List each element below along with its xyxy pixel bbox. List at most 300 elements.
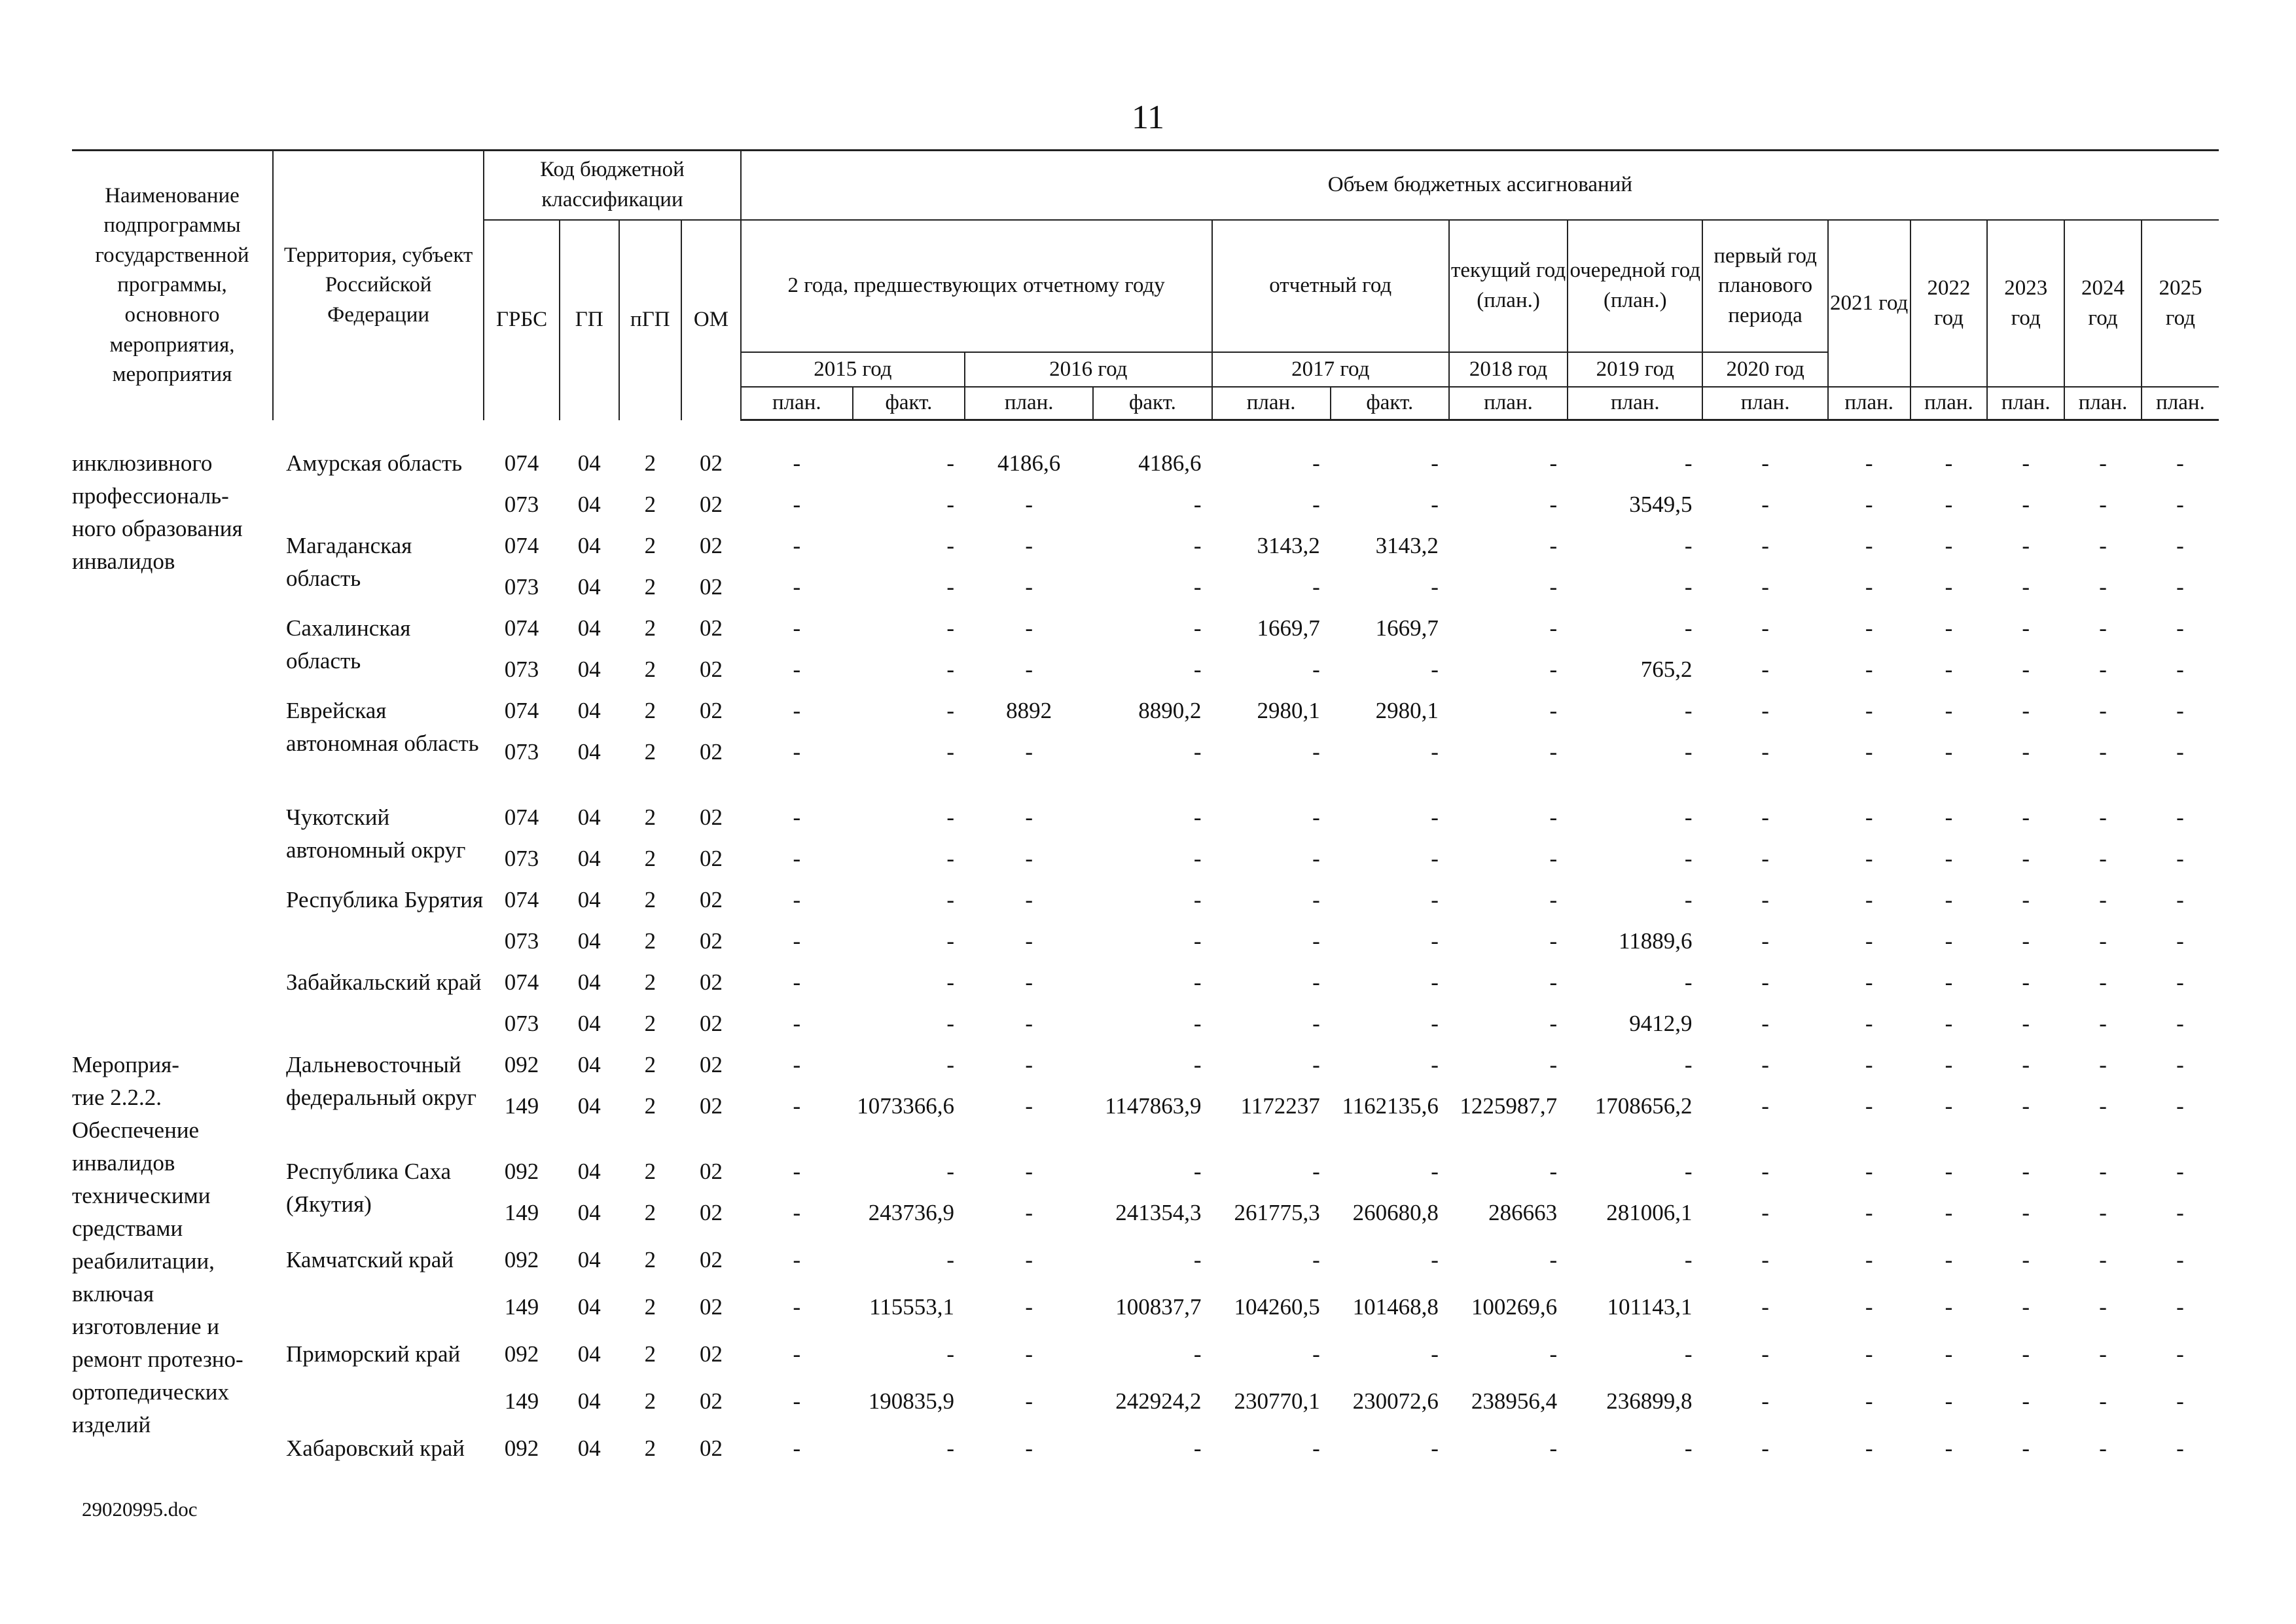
value-cell: 9412,9 [1629,1011,1693,1036]
value-cell: - [2176,969,2184,995]
activity-name-line: средствами [72,1216,183,1241]
value-cell: - [2176,846,2184,871]
value-cell: 238956,4 [1471,1388,1558,1414]
header-kbk: Код бюджетной классификации [484,151,741,221]
activity-name-line: профессиональ- [72,483,229,509]
value-cell: - [1025,928,1033,954]
header-year-2017: 2017 год [1212,352,1449,387]
value-cell: - [946,1052,955,1077]
value-cell: - [1549,698,1558,723]
grbs-cell: 092 [504,1052,539,1077]
value-cell: - [1025,533,1033,558]
value-cell: - [1025,1052,1033,1077]
value-cell: - [946,533,955,558]
value-cell: - [2099,1159,2107,1184]
value-cell: - [1945,1294,1953,1320]
value-cell: - [1025,804,1033,830]
grbs-cell: 092 [504,1159,539,1184]
value-cell: - [1025,846,1033,871]
value-cell: - [2176,1294,2184,1320]
value-cell: - [1312,574,1320,600]
territory-cell: Чукотский автономный округ [286,804,466,863]
value-cell: 281006,1 [1606,1200,1693,1225]
value-cell: - [1025,1388,1033,1414]
activity-name-line: инвалидов [72,549,175,574]
value-cell: - [2176,574,2184,600]
pgp-cell: 2 [644,1435,656,1461]
sub-plan: план. [2142,387,2219,420]
header-year-2020: 2020 год [1702,352,1827,387]
gp-cell: 04 [577,615,601,641]
value-cell: - [946,1011,955,1036]
value-cell: - [2176,657,2184,682]
value-cell: - [1431,1341,1439,1367]
grbs-cell: 073 [504,846,539,871]
value-cell: - [793,887,801,912]
activity-name-line: ортопедических [72,1379,229,1405]
value-cell: - [1312,804,1320,830]
value-cell: - [793,1093,801,1119]
value-cell: - [793,1247,801,1272]
territory-cell: Приморский край [286,1341,461,1367]
value-cell: - [1761,1247,1769,1272]
pgp-cell: 2 [644,1011,656,1036]
header-year-2015: 2015 год [741,352,965,387]
value-cell: - [793,928,801,954]
value-cell: - [946,615,955,641]
value-cell: - [1193,1435,1202,1461]
om-cell: 02 [699,1435,723,1461]
value-cell: 101468,8 [1352,1294,1439,1320]
value-cell: - [1945,615,1953,641]
territory-cell: Забайкальский край [286,969,482,995]
value-cell: - [2099,657,2107,682]
value-cell: - [946,1159,955,1184]
sub-plan: план. [1910,387,1988,420]
value-cell: 260680,8 [1352,1200,1439,1225]
grbs-cell: 074 [504,969,539,995]
value-cell: - [1761,657,1769,682]
grbs-cell: 074 [504,887,539,912]
value-cell: 104260,5 [1234,1294,1320,1320]
value-cell: - [1865,804,1873,830]
value-cell: - [1025,657,1033,682]
value-cell: - [2176,1388,2184,1414]
value-cell: - [1945,1011,1953,1036]
table-row [72,1432,2219,1473]
value-cell: - [1549,450,1558,476]
value-cell: - [1865,492,1873,517]
value-cell: - [793,615,801,641]
header-grbs: ГРБС [484,220,560,420]
territory-cell: Еврейская автономная область [286,698,479,756]
value-cell: - [2022,1011,2030,1036]
header-year-2018: 2018 год [1449,352,1568,387]
value-cell: - [1684,1435,1693,1461]
value-cell: - [1761,1200,1769,1225]
gp-cell: 04 [577,698,601,723]
value-cell: - [1312,739,1320,765]
value-cell: - [1312,1341,1320,1367]
table-row [72,530,2219,571]
value-cell: - [793,492,801,517]
value-cell: - [1025,1159,1033,1184]
activity-name-line: изделий [72,1412,151,1437]
value-cell: - [1684,887,1693,912]
grbs-cell: 073 [504,928,539,954]
value-cell: - [1865,1435,1873,1461]
table-row [72,1155,2219,1197]
pgp-cell: 2 [644,574,656,600]
table-row [72,488,2219,530]
value-cell: - [2176,1093,2184,1119]
om-cell: 02 [699,739,723,765]
sub-fact: факт. [1331,387,1449,420]
value-cell: 286663 [1488,1200,1558,1225]
pgp-cell: 2 [644,1341,656,1367]
grbs-cell: 149 [504,1093,539,1119]
value-cell: - [1312,1011,1320,1036]
gp-cell: 04 [577,1435,601,1461]
value-cell: - [1761,533,1769,558]
value-cell: 1669,7 [1375,615,1439,641]
value-cell: - [1431,928,1439,954]
value-cell: - [1684,739,1693,765]
territory-cell: Хабаровский край [286,1435,465,1461]
value-cell: - [2022,1052,2030,1077]
value-cell: - [1761,804,1769,830]
table-body [72,420,2219,1474]
value-cell: - [1312,657,1320,682]
value-cell: - [2022,698,2030,723]
value-cell: - [1025,1200,1033,1225]
value-cell: - [1865,1294,1873,1320]
value-cell: - [1549,804,1558,830]
value-cell: - [1761,1093,1769,1119]
value-cell: - [946,804,955,830]
header-next: очередной год (план.) [1568,220,1702,352]
value-cell: - [946,1435,955,1461]
value-cell: 3549,5 [1629,492,1693,517]
value-cell: - [946,969,955,995]
value-cell: 765,2 [1640,657,1693,682]
value-cell: - [1684,1247,1693,1272]
value-cell: - [946,928,955,954]
value-cell: - [2022,1388,2030,1414]
value-cell: - [1193,574,1202,600]
value-cell: - [2099,574,2107,600]
value-cell: - [2022,887,2030,912]
value-cell: - [1193,1341,1202,1367]
value-cell: - [1025,887,1033,912]
grbs-cell: 092 [504,1341,539,1367]
pgp-cell: 2 [644,657,656,682]
value-cell: - [1025,615,1033,641]
territory-cell: Республика Саха (Якутия) [286,1159,452,1217]
header-territory: Территория, субъект Российской Федерации [273,151,484,420]
gp-cell: 04 [577,1200,601,1225]
pgp-cell: 2 [644,969,656,995]
header-2021: 2021 год [1828,220,1910,387]
om-cell: 02 [699,492,723,517]
value-cell: - [1761,1388,1769,1414]
value-cell: - [2176,804,2184,830]
gp-cell: 04 [577,928,601,954]
value-cell: - [1865,574,1873,600]
value-cell: - [2176,492,2184,517]
value-cell: - [1761,739,1769,765]
value-cell: - [2099,846,2107,871]
header-name: Наименование подпрограммы государственной программы, основного мероприятия, мероприятия [72,151,273,420]
value-cell: - [1945,887,1953,912]
header-2024: 2024 год [2064,220,2142,387]
om-cell: 02 [699,887,723,912]
value-cell: - [1945,1435,1953,1461]
value-cell: - [1684,698,1693,723]
grbs-cell: 149 [504,1294,539,1320]
value-cell: - [1312,969,1320,995]
value-cell: - [1684,1341,1693,1367]
om-cell: 02 [699,1294,723,1320]
value-cell: 3143,2 [1375,533,1439,558]
value-cell: - [1684,1052,1693,1077]
value-cell: - [2022,1159,2030,1184]
value-cell: - [1549,533,1558,558]
value-cell: - [1312,928,1320,954]
value-cell: - [793,657,801,682]
grbs-cell: 073 [504,492,539,517]
table-row [72,612,2219,653]
value-cell: - [1865,1341,1873,1367]
value-cell: - [2099,492,2107,517]
value-cell: - [1761,1341,1769,1367]
value-cell: - [1312,887,1320,912]
gp-cell: 04 [577,657,601,682]
value-cell: - [1549,574,1558,600]
table-row [72,1244,2219,1291]
sub-plan: план. [1449,387,1568,420]
value-cell: - [1761,1294,1769,1320]
grbs-cell: 092 [504,1435,539,1461]
om-cell: 02 [699,928,723,954]
value-cell: - [1025,1247,1033,1272]
value-cell: - [793,698,801,723]
pgp-cell: 2 [644,1247,656,1272]
value-cell: - [2099,1011,2107,1036]
value-cell: - [1684,450,1693,476]
value-cell: - [1549,1159,1558,1184]
value-cell: - [1431,969,1439,995]
value-cell: 1162135,6 [1342,1093,1439,1119]
pgp-cell: 2 [644,887,656,912]
table-row [72,447,2219,488]
value-cell: - [793,969,801,995]
value-cell: - [1431,846,1439,871]
value-cell: 3143,2 [1257,533,1320,558]
value-cell: 2980,1 [1257,698,1320,723]
sub-plan: план. [1568,387,1702,420]
gp-cell: 04 [577,533,601,558]
value-cell: - [793,1388,801,1414]
value-cell: - [2022,492,2030,517]
value-cell: - [2022,804,2030,830]
value-cell: - [1761,1435,1769,1461]
value-cell: - [1193,969,1202,995]
value-cell: - [1549,846,1558,871]
table-header [72,151,2219,420]
value-cell: - [1865,657,1873,682]
value-cell: - [1865,450,1873,476]
sub-plan: план. [741,387,853,420]
value-cell: - [946,846,955,871]
value-cell: - [2022,739,2030,765]
activity-name-line: техническими [72,1183,211,1208]
sub-plan: план. [965,387,1093,420]
value-cell: - [1193,1052,1202,1077]
value-cell: - [1431,574,1439,600]
value-cell: - [2099,615,2107,641]
value-cell: - [1193,1159,1202,1184]
value-cell: - [2022,846,2030,871]
sub-plan: план. [1828,387,1910,420]
value-cell: - [1865,1200,1873,1225]
activity-name-line: реабилитации, [72,1248,215,1274]
pgp-cell: 2 [644,1388,656,1414]
value-cell: - [946,698,955,723]
value-cell: - [1549,928,1558,954]
om-cell: 02 [699,1052,723,1077]
value-cell: - [1865,1011,1873,1036]
value-cell: - [1945,928,1953,954]
value-cell: - [2099,533,2107,558]
territory-cell: Республика Бурятия [286,887,484,912]
pgp-cell: 2 [644,615,656,641]
value-cell: - [1865,846,1873,871]
activity-name [72,447,273,1049]
value-cell: - [1945,1052,1953,1077]
value-cell: - [2022,533,2030,558]
value-cell: - [1945,1093,1953,1119]
value-cell: - [2022,1200,2030,1225]
value-cell: - [1761,887,1769,912]
value-cell: 261775,3 [1234,1200,1320,1225]
value-cell: 241354,3 [1115,1200,1202,1225]
sub-plan: план. [2064,387,2142,420]
value-cell: 101143,1 [1607,1294,1693,1320]
value-cell: - [793,804,801,830]
value-cell: 242924,2 [1115,1388,1202,1414]
value-cell: - [2176,1052,2184,1077]
table-row [72,884,2219,925]
pgp-cell: 2 [644,739,656,765]
value-cell: - [2176,928,2184,954]
value-cell: - [1761,698,1769,723]
territory-cell: Амурская область [286,450,463,476]
pgp-cell: 2 [644,1294,656,1320]
value-cell: - [1865,969,1873,995]
value-cell: - [793,1435,801,1461]
value-cell: - [2099,969,2107,995]
om-cell: 02 [699,1341,723,1367]
value-cell: - [1761,1011,1769,1036]
value-cell: - [1431,450,1439,476]
value-cell: - [1431,804,1439,830]
value-cell: - [793,450,801,476]
value-cell: - [1684,615,1693,641]
header-volume: Объем бюджетных ассигнований [741,151,2219,221]
value-cell: - [946,887,955,912]
activity-name-line: Обеспечение [72,1117,200,1143]
value-cell: - [2176,1247,2184,1272]
value-cell: - [946,739,955,765]
value-cell: - [2176,1341,2184,1367]
value-cell: - [946,492,955,517]
activity-name [72,1049,273,1473]
value-cell: - [1761,492,1769,517]
value-cell: - [793,739,801,765]
value-cell: - [1945,698,1953,723]
om-cell: 02 [699,533,723,558]
value-cell: - [1193,492,1202,517]
value-cell: - [1684,1159,1693,1184]
value-cell: - [1865,1247,1873,1272]
value-cell: - [2022,615,2030,641]
value-cell: - [1865,1093,1873,1119]
activity-name-line: включая [72,1281,154,1307]
pgp-cell: 2 [644,492,656,517]
value-cell: - [1025,574,1033,600]
value-cell: 11889,6 [1619,928,1693,954]
value-cell: 4186,6 [997,450,1061,476]
value-cell: - [2022,657,2030,682]
territory-cell [273,488,484,530]
value-cell: - [1193,657,1202,682]
value-cell: - [1865,1052,1873,1077]
value-cell: - [2099,804,2107,830]
value-cell: - [1945,1388,1953,1414]
header-year-2016: 2016 год [965,352,1212,387]
value-cell: - [793,574,801,600]
value-cell: - [1431,492,1439,517]
gp-cell: 04 [577,969,601,995]
value-cell: - [2176,887,2184,912]
value-cell: 1147863,9 [1105,1093,1202,1119]
value-cell: - [2099,1294,2107,1320]
value-cell: - [1193,887,1202,912]
om-cell: 02 [699,615,723,641]
value-cell: - [1865,739,1873,765]
grbs-cell: 074 [504,615,539,641]
pgp-cell: 2 [644,698,656,723]
value-cell: - [793,1159,801,1184]
pgp-cell: 2 [644,533,656,558]
pgp-cell: 2 [644,928,656,954]
value-cell: 8890,2 [1138,698,1202,723]
activity-name-line: Мероприя- [72,1052,179,1077]
value-cell: - [793,1052,801,1077]
value-cell: - [2022,574,2030,600]
value-cell: - [1684,804,1693,830]
value-cell: 4186,6 [1138,450,1202,476]
value-cell: - [2022,969,2030,995]
gp-cell: 04 [577,1247,601,1272]
sub-plan: план. [1702,387,1827,420]
footer-filename: 29020995.doc [82,1498,198,1521]
value-cell: - [1945,657,1953,682]
grbs-cell: 073 [504,657,539,682]
value-cell: - [1761,615,1769,641]
grbs-cell: 074 [504,450,539,476]
